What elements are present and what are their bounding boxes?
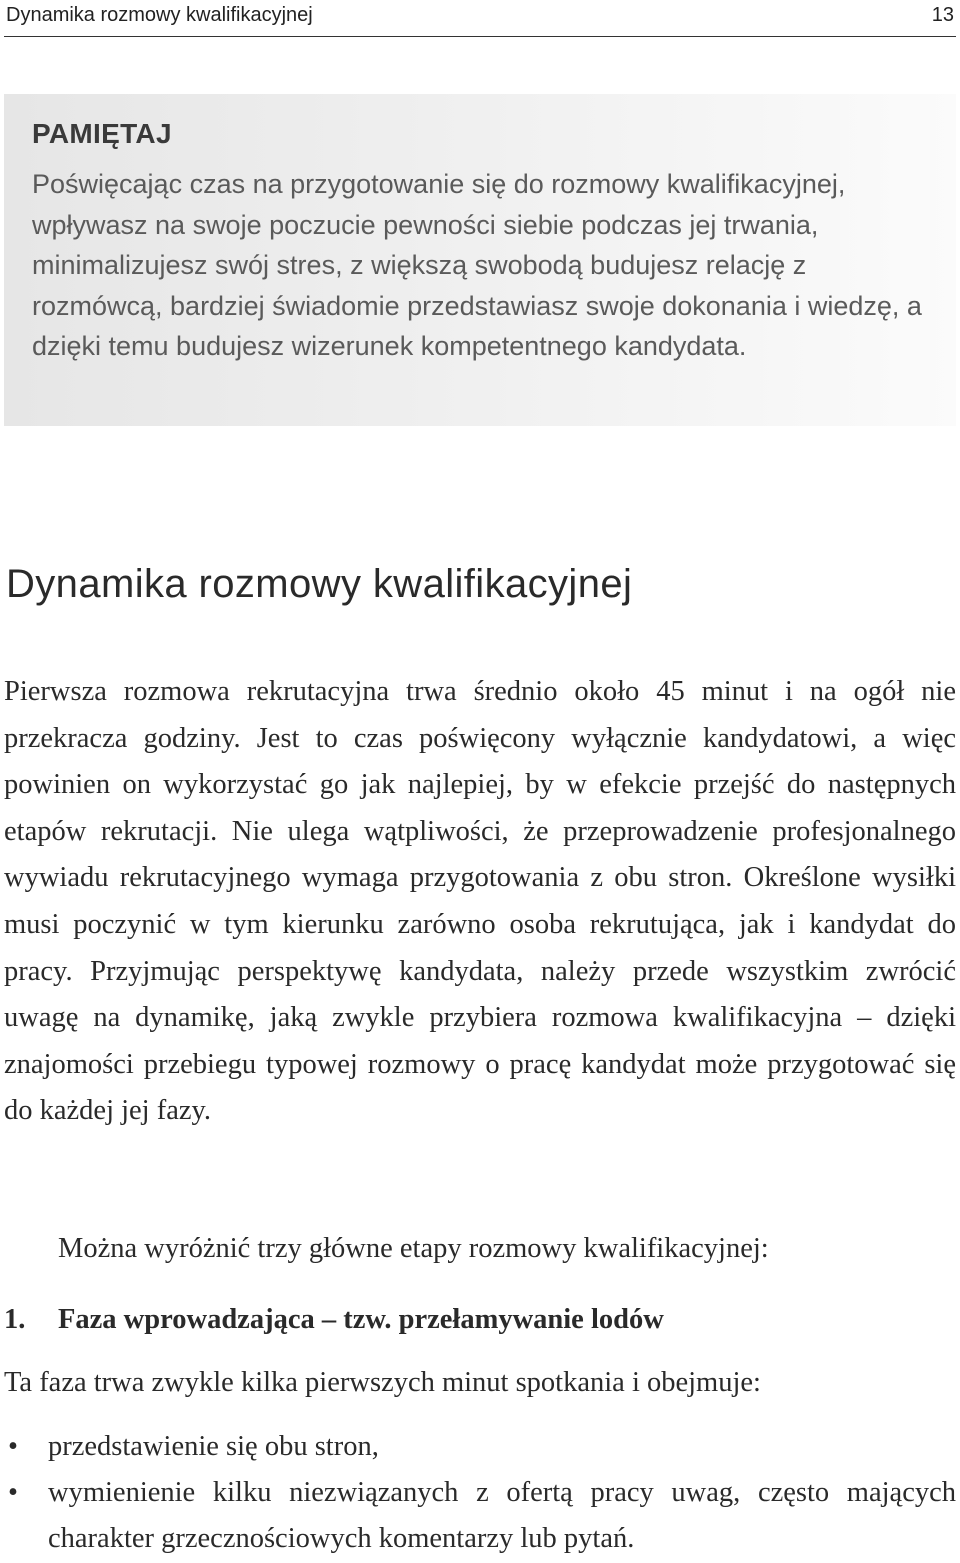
callout-text: Poświęcając czas na przygotowanie się do rozmowy kwalifikacyjnej, wpływasz na swoje poczucie pewności siebie podczas jej trwania, minimalizujesz swój stres, z większą swobodą budujesz relację z rozmówcą, bardziej świadomie przedstawiasz swoje dokonania i wiedzę, a dzięki temu budujesz wizerunek kompetentnego kandydata. [32,169,922,361]
list-item-text: przedstawienie się obu stron, [48,1431,379,1462]
page-number: 13 [931,4,954,26]
section-heading: Dynamika rozmowy kwalifikacyjnej [6,562,633,606]
body-paragraph: Pierwsza rozmowa rekrutacyjna trwa średnio około 45 minut i na ogół nie przekracza godziny. Jest to czas poświęcony wyłącznie kandydatowi, a więc powinien on wykorzystać go jak najlepiej, by w efekcie przejść do następnych etapów rekrutacji. Nie ulega wątpliwości, że przeprowadzenie profesjonalnego wywiadu rekrutacyjnego wymaga przygotowania z obu stron. Określone wysiłki musi poczynić w tym kierunku zarówno osoba rekrutująca, jak i kandydat do pracy. Przyjmując perspektywę kandydata, należy przede wszystkim zwrócić uwagę na dynamikę, jaką zwykle przybiera rozmowa kwalifikacyjna – dzięki znajomości przebiegu typowej rozmowy o pracę kandydat może przygotować się do każdej jej fazy. [4,676,956,1127]
phase-bullet-list [4,1424,956,1562]
list-item [4,1424,956,1470]
phase-subheading [4,1304,664,1336]
stages-intro-sentence: Można wyróżnić trzy główne etapy rozmowy kwalifikacyjnej: [58,1233,769,1264]
phase-intro-text: Ta faza trwa zwykle kilka pierwszych minut spotkania i obejmuje: [4,1367,761,1398]
bullet-icon: • [8,1477,18,1508]
bullet-icon: • [8,1431,18,1462]
running-header [4,0,956,37]
remember-callout-box [4,94,956,426]
phase-number: 1. [4,1304,26,1335]
list-item-text: wymienienie kilku niezwiązanych z ofertą pracy uwag, często mających charakter grzecznościowych komentarzy lub pytań. [48,1477,956,1554]
running-title: Dynamika rozmowy kwalifikacyjnej [6,4,313,26]
callout-heading: PAMIĘTAJ [32,118,172,149]
phase-title: Faza wprowadzająca – tzw. przełamywanie lodów [58,1304,664,1335]
list-item [4,1470,956,1562]
